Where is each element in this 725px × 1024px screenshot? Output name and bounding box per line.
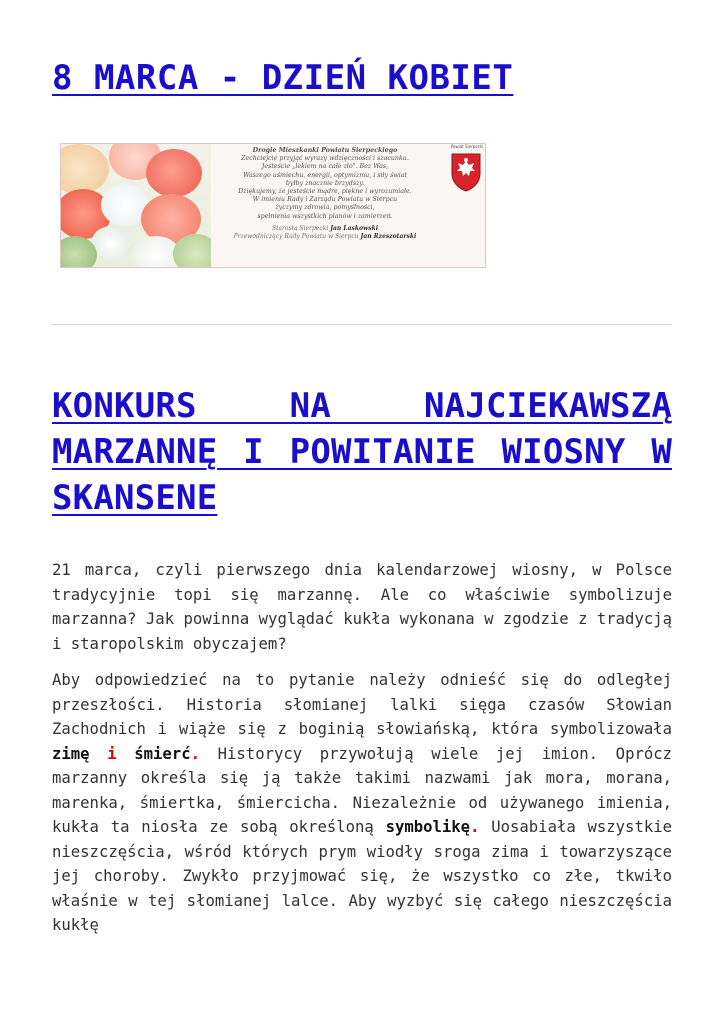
banner-signature: Przewodniczący Rady Powiatu w Sierpcu Jan Rzeszotarski bbox=[233, 233, 417, 241]
banner-line: Zechciejcie przyjąć wyrazy wdzięczności i szacunku. bbox=[241, 155, 409, 163]
post-title-link[interactable]: KONKURS NA NAJCIEKAWSZĄ MARZANNĘ I POWITANIE WIOSNY W SKANSENE bbox=[52, 386, 672, 518]
crest-caption: Powiat Sierpecki bbox=[450, 144, 484, 149]
banner-line: Waszego uśmiechu, energii, optymizmu, i siły świat bbox=[242, 171, 408, 179]
post-title bbox=[52, 55, 672, 101]
emphasis: i bbox=[107, 744, 117, 763]
banner-line: Dziękujemy, że jesteście mądre, piękne i wyrozumiałe. bbox=[238, 188, 412, 196]
womens-day-banner[interactable] bbox=[60, 143, 486, 268]
emphasis: zimę bbox=[52, 744, 90, 763]
paragraph: 21 marca, czyli pierwszego dnia kalendarzowej wiosny, w Polsce tradycyjnie topi się marzannę. Ale co właściwie symbolizuje marzanna? Jak powinna wyglądać kukła wykonana w zgodzie z tradycją i staropolskim obyczajem? bbox=[52, 561, 672, 653]
banner-text bbox=[211, 144, 439, 267]
emphasis: symbolikę bbox=[385, 818, 471, 836]
post-title-link[interactable]: 8 MARCA - DZIEŃ KOBIET bbox=[52, 58, 514, 98]
banner-line: życzymy zdrowia, pomyślności, bbox=[275, 204, 375, 212]
banner-signature: Starosta Sierpecki Jan Laskowski bbox=[271, 224, 379, 232]
post-title bbox=[52, 383, 672, 521]
banner-line: Jesteście „lekiem na całe zło". Bez Was, bbox=[261, 163, 389, 171]
post-content bbox=[52, 558, 672, 950]
flower-bouquet-image bbox=[61, 144, 211, 267]
banner-greeting: Drogie Mieszkanki Powiatu Sierpeckiego bbox=[252, 147, 398, 154]
post-separator bbox=[52, 324, 672, 325]
emphasis: śmierć bbox=[134, 744, 191, 763]
banner-line: spełnienia wszystkich planów i zamierzeń. bbox=[257, 212, 393, 220]
banner-line: W imieniu Rady i Zarządu Powiatu w Sierpcu bbox=[252, 196, 398, 204]
paragraph: Aby odpowiedzieć na to pytanie należy odnieść się do odległej przeszłości. Historia słomianej lalki sięga czasów Słowian Zachodnich i wiąże się z boginią słowiańską, która symbolizowała zimę i śmierć. Historycy przywołują wiele jej imion. Oprócz marzanny określa się ją także takimi nazwami jak mora, morana, marenka, śmiertka, śmiercicha. Niezależnie od używanego imienia, kukła ta niosła ze sobą określoną symbolikę. Uosabiała wszystkie nieszczęścia, wśród których prym wiodły sroga zima i towarzyszące jej choroby. Zwykło przyjmować się, że wszystko co złe, tkwiło właśnie w tej słomianej lalce. Aby wyzbyć się całego nieszczęścia kukłę bbox=[52, 671, 673, 934]
banner-line: byłby znacznie brzydszy. bbox=[285, 179, 365, 187]
coat-of-arms-icon bbox=[450, 150, 482, 192]
